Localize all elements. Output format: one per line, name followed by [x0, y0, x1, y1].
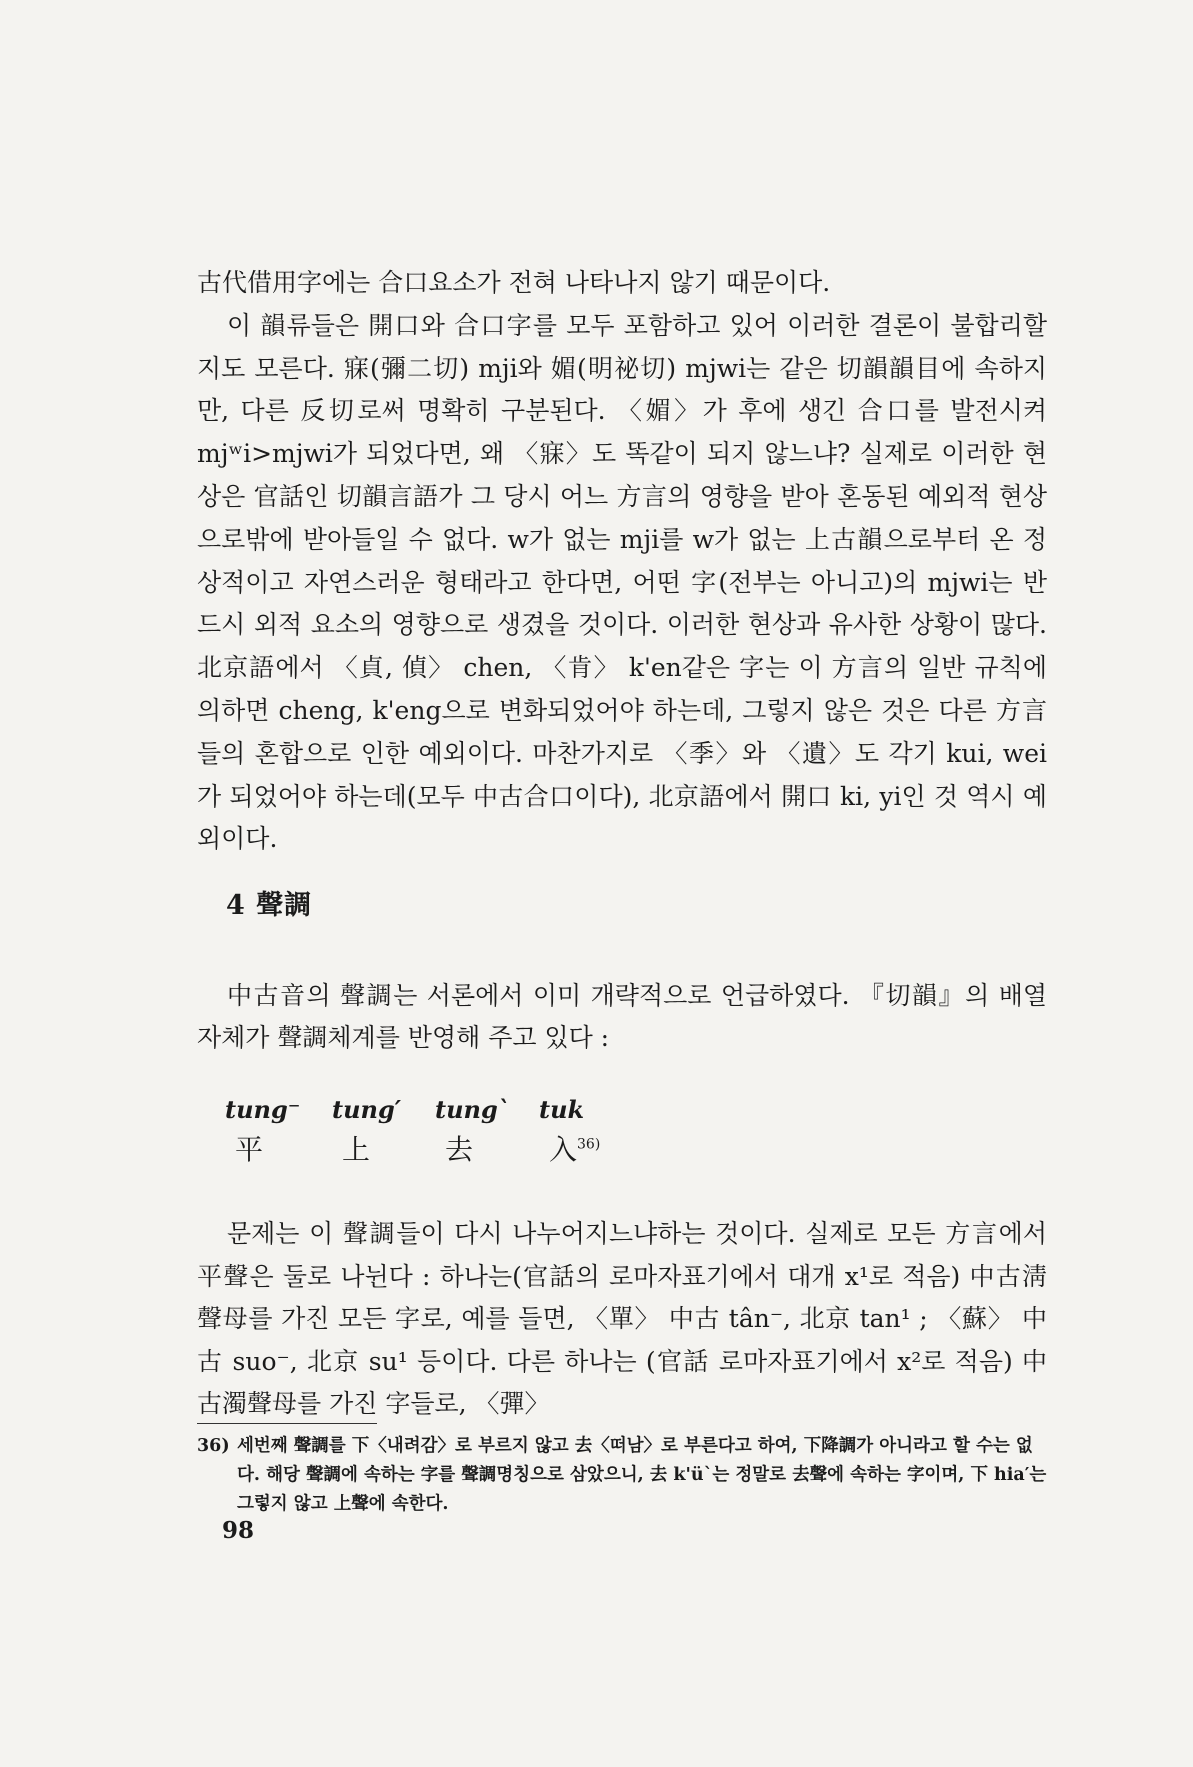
body-text: [197, 262, 1047, 861]
continued-line: 古代借用字에는 合口요소가 전혀 나타나지 않기 때문이다.: [197, 268, 831, 297]
footnote: [197, 1432, 1047, 1519]
paragraph-1: 이 韻류들은 開口와 合口字를 모두 포함하고 있어 이러한 결론이 불합리할지도 모른다. 寐(彌二切) mji와 媚(明祕切) mjwi는 같은 切韻韻目에 속하지만, 다른 反切로써 명확히 구분된다. 〈媚〉가 후에 생긴 合口를 발전시켜 mjʷi>mjwi가 되었다면, 왜 〈寐〉도 똑같이 되지 않느냐? 실제로 이러한 현상은 官話인 切韻言語가 그 당시 어느 方言의 영향을 받아 혼동된 예외적 현상으로밖에 받아들일 수 없다. w가 없는 mji를 w가 없는 上古韻으로부터 온 정상적이고 자연스러운 형태라고 한다면, 어떤 字(전부는 아니고)의 mjwi는 반드시 외적 요소의 영향으로 생겼을 것이다. 이러한 현상과 유사한 상황이 많다. 北京語에서 〈貞, 偵〉 chen, 〈肯〉 k'en같은 字는 이 方言의 일반 규칙에 의하면 cheng, k'eng으로 변화되었어야 하는데, 그렇지 않은 것은 다른 方言들의 혼합으로 인한 예외이다. 마찬가지로 〈季〉와 〈遺〉도 각기 kui, wei가 되었어야 하는데(모두 中古合口이다), 北京語에서 開口 ki, yi인 것 역시 예외이다.: [197, 310, 1047, 854]
paragraph-3: [197, 1213, 1047, 1426]
tone-shang: [332, 1095, 401, 1168]
paragraph-2-text: 中古音의 聲調는 서론에서 이미 개략적으로 언급하였다. 『切韻』의 배열 자체가 聲調체계를 반영해 주고 있다 :: [197, 981, 1047, 1052]
tone-roman: tung⁻: [225, 1095, 301, 1124]
tone-qu: [435, 1095, 510, 1168]
page-number: 98: [222, 1517, 255, 1544]
tone-hanzi-char: 入: [549, 1133, 578, 1166]
tone-roman: tuk: [539, 1095, 585, 1124]
tone-ping: [225, 1095, 300, 1168]
tone-hanzi: [539, 1128, 600, 1168]
footnote-ref: 36): [577, 1136, 601, 1153]
tone-ru: [539, 1095, 600, 1168]
tone-roman: tung`: [435, 1095, 510, 1124]
tone-hanzi: 上: [342, 1133, 371, 1166]
paragraph-2: [197, 975, 1047, 1059]
footnote-text: 세번째 聲調를 下〈내려감〉로 부르지 않고 去〈떠남〉로 부른다고 하여, 下降調가 아니라고 할 수는 없다. 해당 聲調에 속하는 字를 聲調명칭으로 삼았으니, 去 k'ü`는 정말로 去聲에 속하는 字이며, 下 hia′는 그렇지 않고 上聲에 속한다.: [237, 1436, 1047, 1514]
section-heading: 4 聲調: [226, 890, 313, 921]
tone-hanzi: 平: [235, 1133, 264, 1166]
footnote-number: 36): [197, 1436, 230, 1456]
tone-hanzi: 去: [445, 1133, 474, 1166]
tone-roman: tung′: [332, 1095, 402, 1124]
footnote-divider: [197, 1423, 377, 1424]
paragraph-3-text: 문제는 이 聲調들이 다시 나누어지느냐하는 것이다. 실제로 모든 方言에서 平聲은 둘로 나뉜다 : 하나는(官話의 로마자표기에서 대개 x¹로 적음) 中古淸聲母를 가진 모든 字로, 예를 들면, 〈單〉 中古 tân⁻, 北京 tan¹ ; 〈蘇〉 中古 suo⁻, 北京 su¹ 등이다. 다른 하나는 (官話 로마자표기에서 x²로 적음) 中古濁聲母를 가진 字들로, 〈彈〉: [197, 1219, 1047, 1418]
